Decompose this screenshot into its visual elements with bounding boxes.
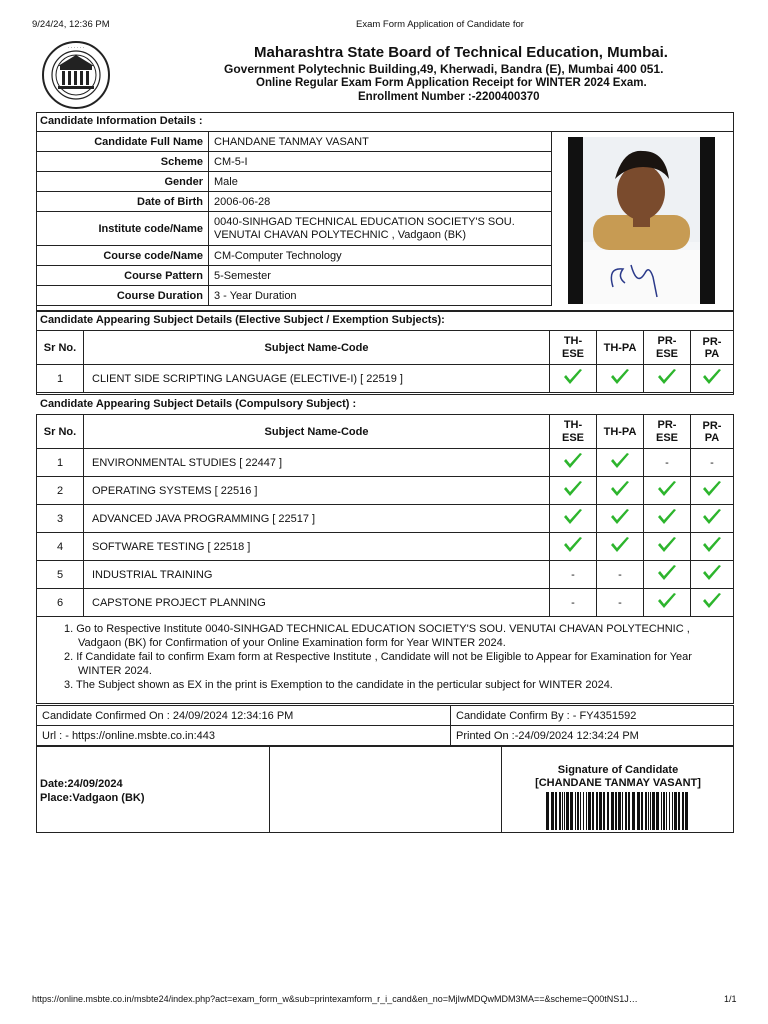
barcode-bar: [661, 792, 662, 830]
barcode-bar: [586, 792, 587, 830]
barcode-bar: [588, 792, 591, 830]
sr-cell: 2: [37, 477, 84, 505]
compulsory-section-title: Candidate Appearing Subject Details (Compulsory Subject) :: [40, 398, 357, 410]
mark-cell: [644, 561, 691, 589]
check-icon: [657, 480, 677, 501]
barcode-bar: [562, 792, 563, 830]
barcode-bar: [551, 792, 554, 830]
check-icon: [657, 564, 677, 585]
col-th-pa: TH-PA: [597, 415, 644, 449]
print-datetime: 9/24/24, 12:36 PM: [32, 19, 110, 30]
mark-cell: [691, 505, 734, 533]
mark-cell: [550, 449, 597, 477]
mark-cell: -: [597, 561, 644, 589]
barcode-bar: [666, 792, 667, 830]
barcode-bar: [622, 792, 623, 830]
sr-cell: 1: [37, 449, 84, 477]
col-pr-ese: PR- ESE: [644, 331, 691, 365]
label-gender: Gender: [37, 172, 209, 192]
barcode-bar: [546, 792, 549, 830]
barcode-bar: [648, 792, 649, 830]
sr-cell: 6: [37, 589, 84, 617]
table-row: [37, 449, 734, 477]
sr-cell: 4: [37, 533, 84, 561]
barcode-bar: [656, 792, 659, 830]
barcode-bar: [625, 792, 627, 830]
mark-cell: [644, 365, 691, 393]
table-row: [37, 589, 734, 617]
check-icon: [702, 508, 722, 529]
col-subject: Subject Name-Code: [84, 331, 550, 365]
confirm-by: Candidate Confirm By : - FY4351592: [451, 706, 734, 726]
barcode-bar: [607, 792, 609, 830]
check-icon: [610, 480, 630, 501]
subject-cell: ADVANCED JAVA PROGRAMMING [ 22517 ]: [84, 505, 550, 533]
barcode-bar: [632, 792, 635, 830]
subject-cell: SOFTWARE TESTING [ 22518 ]: [84, 533, 550, 561]
barcode-bar: [650, 792, 651, 830]
sign-date: Date:24/09/2024: [40, 778, 123, 790]
value-scheme: CM-5-I: [209, 152, 552, 172]
barcode-bar: [592, 792, 594, 830]
check-icon: [563, 368, 583, 389]
barcode-bar: [577, 792, 579, 830]
candidate-info-table: [36, 131, 552, 306]
value-dob: 2006-06-28: [209, 192, 552, 212]
value-gender: Male: [209, 172, 552, 192]
sr-cell: 5: [37, 561, 84, 589]
check-icon: [610, 536, 630, 557]
check-icon: [563, 508, 583, 529]
msbte-seal-icon: [40, 40, 112, 110]
sign-place: Place:Vadgaon (BK): [40, 792, 145, 804]
barcode-bar: [685, 792, 688, 830]
mark-cell: [550, 505, 597, 533]
check-icon: [702, 592, 722, 613]
confirmation-table: [36, 705, 734, 746]
subject-cell: CLIENT SIDE SCRIPTING LANGUAGE (ELECTIVE-I) [ 22519 ]: [84, 365, 550, 393]
signature-name: [CHANDANE TANMAY VASANT]: [535, 777, 701, 789]
label-course: Course code/Name: [37, 246, 209, 266]
check-icon: [702, 368, 722, 389]
check-icon: [657, 536, 677, 557]
barcode-bar: [628, 792, 630, 830]
barcode-bar: [669, 792, 670, 830]
board-title: Maharashtra State Board of Technical Education, Mumbai.: [254, 44, 668, 61]
barcode-bar: [652, 792, 655, 830]
check-icon: [610, 368, 630, 389]
table-row: [37, 533, 734, 561]
note-item: 3. The Subject shown as EX in the print is Exemption to the candidate in the perticular subject for WINTER 2024.: [64, 679, 613, 691]
mark-cell: [597, 505, 644, 533]
mark-cell: [597, 365, 644, 393]
mark-cell: [550, 365, 597, 393]
mark-cell: [691, 589, 734, 617]
mark-cell: [550, 533, 597, 561]
col-pr-pa: PR-PA: [691, 415, 734, 449]
subject-cell: INDUSTRIAL TRAINING: [84, 561, 550, 589]
value-institute: 0040-SINHGAD TECHNICAL EDUCATION SOCIETY'S SOU. VENUTAI CHAVAN POLYTECHNIC , Vadgaon (BK): [209, 212, 552, 246]
check-icon: [610, 452, 630, 473]
mark-cell: [644, 477, 691, 505]
note-item: 2. If Candidate fail to confirm Exam form at Respective Institute , Candidate will not be Eligible to Appear for Examination for Year WINTER 2024.: [64, 651, 692, 677]
label-duration: Course Duration: [37, 286, 209, 306]
barcode-bar: [637, 792, 640, 830]
barcode-bar: [678, 792, 680, 830]
barcode-bar: [674, 792, 677, 830]
receipt-title: Online Regular Exam Form Application Receipt for WINTER 2024 Exam.: [256, 77, 647, 89]
value-course: CM-Computer Technology: [209, 246, 552, 266]
mark-cell: [597, 449, 644, 477]
print-footer-url: https://online.msbte.co.in/msbte24/index.php?act=exam_form_w&sub=printexamform_r_i_cand&en_no=MjIwMDQwMDM3MA==&scheme=Q00tNS1J…: [32, 994, 638, 1004]
col-th-ese: TH- ESE: [550, 415, 597, 449]
elective-section-title: Candidate Appearing Subject Details (Elective Subject / Exemption Subjects):: [40, 314, 445, 326]
barcode-bar: [603, 792, 605, 830]
check-icon: [657, 368, 677, 389]
subject-cell: OPERATING SYSTEMS [ 22516 ]: [84, 477, 550, 505]
barcode-bar: [611, 792, 614, 830]
source-url: Url : - https://online.msbte.co.in:443: [37, 726, 451, 746]
check-icon: [702, 536, 722, 557]
mark-cell: -: [644, 449, 691, 477]
barcode-bar: [682, 792, 684, 830]
mark-cell: [644, 533, 691, 561]
label-institute: Institute code/Name: [37, 212, 209, 246]
enrollment-number: Enrollment Number :-2200400370: [358, 91, 540, 103]
check-icon: [702, 564, 722, 585]
svg-text:· · · · · ·: · · · · · ·: [67, 45, 85, 51]
barcode: [546, 792, 691, 830]
mark-cell: -: [691, 449, 734, 477]
table-row: [37, 477, 734, 505]
col-pr-pa: PR-PA: [691, 331, 734, 365]
col-th-ese: TH- ESE: [550, 331, 597, 365]
barcode-bar: [663, 792, 665, 830]
col-th-pa: TH-PA: [597, 331, 644, 365]
barcode-bar: [599, 792, 602, 830]
barcode-bar: [618, 792, 621, 830]
barcode-bar: [615, 792, 617, 830]
table-row: [37, 505, 734, 533]
check-icon: [563, 480, 583, 501]
mark-cell: -: [550, 561, 597, 589]
subject-cell: ENVIRONMENTAL STUDIES [ 22447 ]: [84, 449, 550, 477]
mark-cell: [691, 561, 734, 589]
check-icon: [563, 452, 583, 473]
barcode-bar: [596, 792, 598, 830]
print-page-title: Exam Form Application of Candidate for: [356, 19, 524, 30]
date-place: [40, 777, 145, 805]
barcode-bar: [555, 792, 557, 830]
confirmed-on: Candidate Confirmed On : 24/09/2024 12:34:16 PM: [37, 706, 451, 726]
subject-cell: CAPSTONE PROJECT PLANNING: [84, 589, 550, 617]
barcode-bar: [580, 792, 581, 830]
label-dob: Date of Birth: [37, 192, 209, 212]
notes-list: [64, 622, 724, 692]
col-sr: Sr No.: [37, 415, 84, 449]
compulsory-table: [36, 414, 734, 617]
col-pr-ese: PR- ESE: [644, 415, 691, 449]
candidate-photo: [568, 137, 715, 304]
label-pattern: Course Pattern: [37, 266, 209, 286]
col-sr: Sr No.: [37, 331, 84, 365]
print-page-count: 1/1: [724, 994, 737, 1004]
barcode-bar: [570, 792, 573, 830]
candidate-section-title: Candidate Information Details :: [40, 115, 203, 127]
printed-on: Printed On :-24/09/2024 12:34:24 PM: [451, 726, 734, 746]
label-full-name: Candidate Full Name: [37, 132, 209, 152]
mark-cell: [691, 365, 734, 393]
mark-cell: -: [597, 589, 644, 617]
sr-cell: 1: [37, 365, 84, 393]
mark-cell: [597, 533, 644, 561]
mark-cell: [644, 505, 691, 533]
value-pattern: 5-Semester: [209, 266, 552, 286]
check-icon: [657, 592, 677, 613]
barcode-bar: [672, 792, 673, 830]
check-icon: [610, 508, 630, 529]
check-icon: [563, 536, 583, 557]
table-row: [37, 561, 734, 589]
signature-title: Signature of Candidate: [557, 764, 679, 776]
barcode-bar: [641, 792, 643, 830]
col-subject: Subject Name-Code: [84, 415, 550, 449]
barcode-bar: [559, 792, 561, 830]
mark-cell: [550, 477, 597, 505]
value-duration: 3 - Year Duration: [209, 286, 552, 306]
signature-block: [503, 764, 733, 790]
mark-cell: [597, 477, 644, 505]
mark-cell: [691, 477, 734, 505]
barcode-bar: [566, 792, 569, 830]
label-scheme: Scheme: [37, 152, 209, 172]
barcode-bar: [645, 792, 647, 830]
check-icon: [702, 480, 722, 501]
barcode-bar: [564, 792, 565, 830]
mark-cell: [691, 533, 734, 561]
elective-table: [36, 330, 734, 393]
note-item: 1. Go to Respective Institute 0040-SINHGAD TECHNICAL EDUCATION SOCIETY'S SOU. VENUTAI CHAVAN POLYTECHNIC , Vadgaon (BK) for Confirmation of your Online Examination form for Year WINTER 2024.: [64, 623, 690, 649]
mark-cell: -: [550, 589, 597, 617]
mark-cell: [644, 589, 691, 617]
table-row: [37, 365, 734, 393]
sr-cell: 3: [37, 505, 84, 533]
board-address: Government Polytechnic Building,49, Kherwadi, Bandra (E), Mumbai 400 051.: [224, 62, 664, 76]
value-full-name: CHANDANE TANMAY VASANT: [209, 132, 552, 152]
barcode-bar: [575, 792, 576, 830]
barcode-bar: [583, 792, 584, 830]
check-icon: [657, 508, 677, 529]
